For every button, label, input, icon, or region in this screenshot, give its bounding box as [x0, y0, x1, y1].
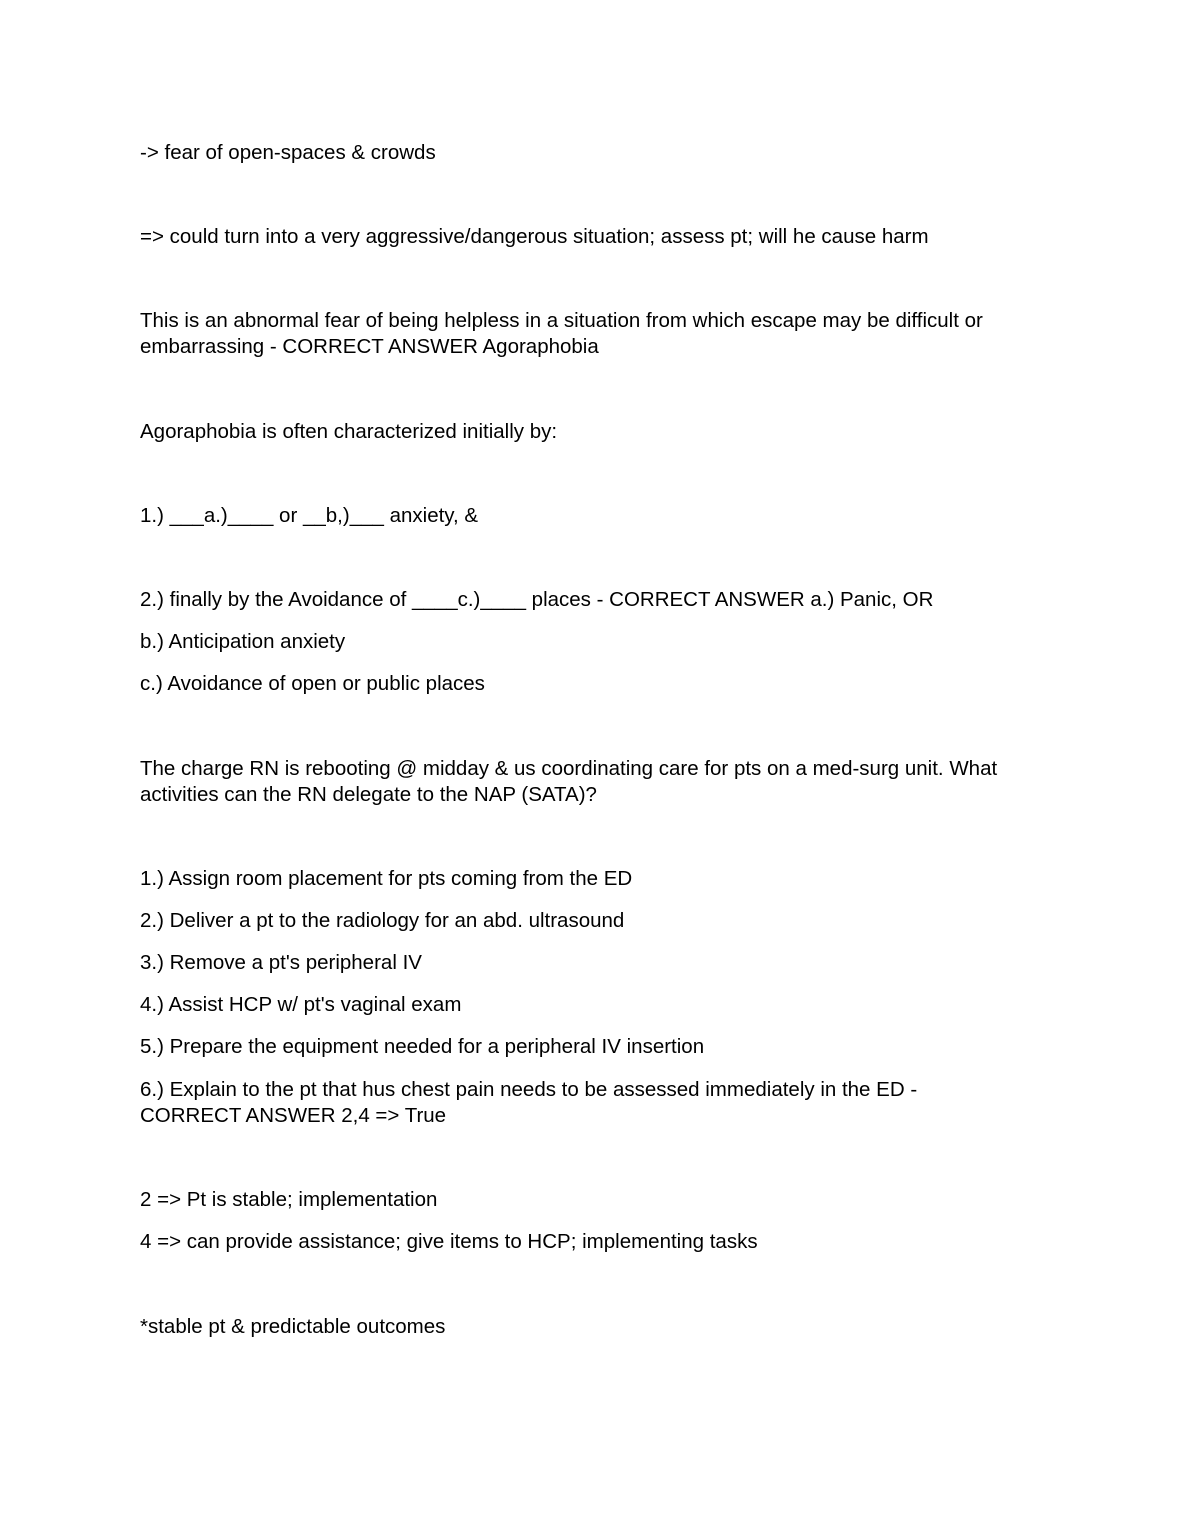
text-line-charge-rn-2: activities can the RN delegate to the NAP (SATA)? [140, 783, 597, 806]
text-line-open-spaces: -> fear of open-spaces & crowds [140, 141, 436, 164]
text-line-explain-4: 4 => can provide assistance; give items to HCP; implementing tasks [140, 1230, 758, 1253]
text-line-stable-pt: *stable pt & predictable outcomes [140, 1315, 446, 1338]
text-line-explain-2: 2 => Pt is stable; implementation [140, 1188, 438, 1211]
text-line-option-1: 1.) Assign room placement for pts coming from the ED [140, 867, 633, 890]
text-line-blank-2: 2.) finally by the Avoidance of ____c.)____ places - CORRECT ANSWER a.) Panic, OR [140, 588, 934, 611]
text-line-answer-c: c.) Avoidance of open or public places [140, 672, 485, 695]
text-line-question-agoraphobia-1: This is an abnormal fear of being helpless in a situation from which escape may be difficult or [140, 309, 983, 332]
text-line-option-3: 3.) Remove a pt's peripheral IV [140, 951, 422, 974]
text-line-charge-rn-1: The charge RN is rebooting @ midday & us coordinating care for pts on a med-surg unit. What [140, 757, 998, 780]
text-line-blank-1: 1.) ___a.)____ or __b,)___ anxiety, & [140, 504, 479, 527]
text-line-correct-answer: CORRECT ANSWER 2,4 => True [140, 1104, 447, 1127]
text-line-option-2: 2.) Deliver a pt to the radiology for an abd. ultrasound [140, 909, 625, 932]
text-line-option-4: 4.) Assist HCP w/ pt's vaginal exam [140, 993, 462, 1016]
text-line-option-5: 5.) Prepare the equipment needed for a peripheral IV insertion [140, 1035, 705, 1058]
text-line-answer-b: b.) Anticipation anxiety [140, 630, 346, 653]
text-line-aggressive-situation: => could turn into a very aggressive/dangerous situation; assess pt; will he cause harm [140, 225, 929, 248]
text-line-characterized-by: Agoraphobia is often characterized initially by: [140, 420, 558, 443]
text-line-question-agoraphobia-2: embarrassing - CORRECT ANSWER Agoraphobia [140, 335, 599, 358]
text-line-option-6: 6.) Explain to the pt that hus chest pain needs to be assessed immediately in the ED - [140, 1078, 918, 1101]
